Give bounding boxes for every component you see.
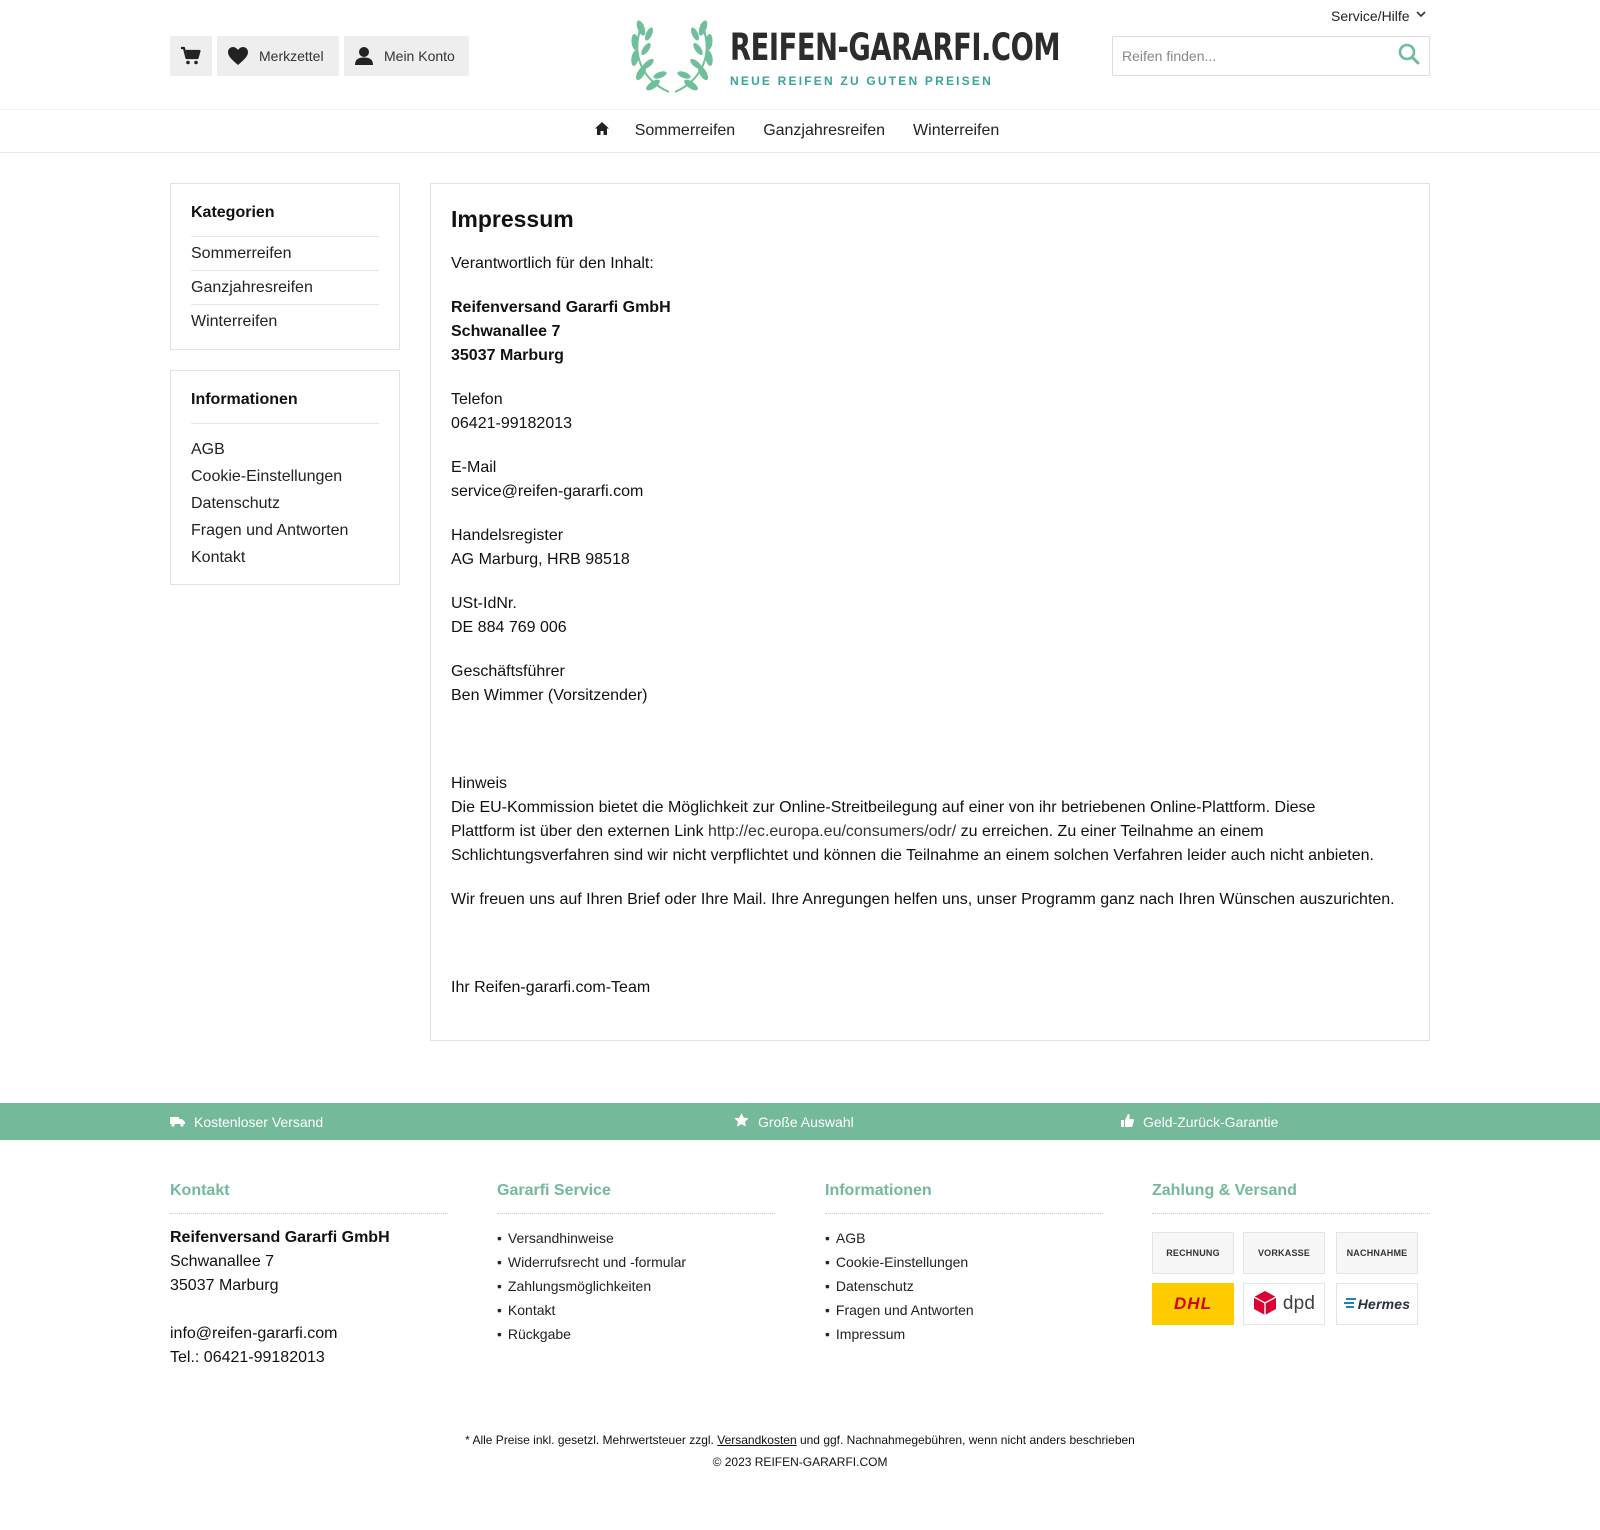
sidebar-item-cookies[interactable]: Cookie-Einstellungen: [191, 468, 343, 485]
sidebar-item-privacy[interactable]: Datenschutz: [191, 495, 280, 512]
cart-icon: [180, 46, 202, 66]
service-help-label: Service/Hilfe: [1331, 8, 1410, 24]
star-icon: [734, 1113, 749, 1130]
dpd-logo: [1243, 1283, 1325, 1325]
service-help-dropdown[interactable]: [1331, 8, 1426, 24]
main-navigation: [0, 109, 1600, 153]
vat-value: DE 884 769 006: [451, 619, 567, 636]
footer-service: [497, 1182, 775, 1346]
footer-service-title: Gararfi Service: [497, 1182, 775, 1214]
sidebar-categories-title: Kategorien: [191, 184, 379, 237]
sidebar-information: [170, 370, 400, 585]
laurel-wreath-icon: [627, 16, 717, 103]
hint-line-2: [451, 823, 1264, 841]
sidebar-item-allseason[interactable]: Ganzjahresreifen: [191, 271, 379, 305]
ceo-label: Geschäftsführer: [451, 663, 565, 680]
footer-link-agb[interactable]: • AGB: [825, 1226, 1103, 1250]
footer-street: Schwanallee 7: [170, 1253, 275, 1270]
register-label: Handelsregister: [451, 527, 564, 544]
hint-line-2-start: Plattform ist über den externen Link: [451, 823, 709, 840]
footer-information-title: Informationen: [825, 1182, 1103, 1214]
signature: Ihr Reifen-gararfi.com-Team: [451, 979, 651, 996]
company-city: 35037 Marburg: [451, 347, 564, 364]
search-icon: [1398, 43, 1420, 70]
dpd-cube-icon: [1253, 1290, 1277, 1318]
hint-line-3: Schlichtungsverfahren sind wir nicht verpflichtet und können die Teilnahme an einem solchen Verfahren leider auch nicht anbieten.: [451, 847, 1374, 864]
sidebar-item-summer[interactable]: Sommerreifen: [191, 237, 379, 271]
price-note-end: und ggf. Nachnahmegebühren, wenn nicht anders beschrieben: [796, 1433, 1135, 1447]
benefit-guarantee-label: Geld-Zurück-Garantie: [1143, 1113, 1279, 1130]
footer-link-payment-options[interactable]: • Zahlungsmöglichkeiten: [497, 1274, 775, 1298]
footer-information: [825, 1182, 1103, 1346]
ceo-value: Ben Wimmer (Vorsitzender): [451, 687, 648, 704]
vat-label: USt-IdNr.: [451, 595, 517, 612]
truck-icon: [170, 1114, 185, 1130]
site-logo[interactable]: [627, 16, 1061, 98]
footer-link-returns[interactable]: • Rückgabe: [497, 1322, 775, 1346]
company-street: Schwanallee 7: [451, 323, 561, 340]
nav-item-winter[interactable]: Winterreifen: [913, 122, 1000, 139]
footer-email[interactable]: info@reifen-gararfi.com: [170, 1325, 338, 1342]
price-note: [0, 1433, 1600, 1447]
page-title: Impressum: [451, 206, 574, 232]
chevron-down-icon: [1416, 10, 1426, 21]
phone-label: Telefon: [451, 391, 503, 408]
footer-link-privacy[interactable]: • Datenschutz: [825, 1274, 1103, 1298]
search-button[interactable]: [1389, 37, 1429, 75]
benefits-bar: [0, 1103, 1600, 1140]
footer-payment-shipping: [1152, 1182, 1430, 1322]
benefit-selection: [734, 1103, 854, 1140]
sidebar-item-contact[interactable]: Kontakt: [191, 549, 246, 566]
nav-item-allseason[interactable]: Ganzjahresreifen: [763, 122, 886, 139]
price-note-start: * Alle Preise inkl. gesetzl. Mehrwertsteuer zzgl.: [465, 1433, 718, 1447]
user-icon: [354, 46, 374, 66]
account-label: Mein Konto: [384, 48, 455, 64]
wishlist-label: Merkzettel: [259, 48, 324, 64]
hint-line-2-end: zu erreichen. Zu einer Teilnahme an einem: [956, 823, 1264, 840]
copyright: © 2023 REIFEN-GARARFI.COM: [712, 1455, 888, 1469]
footer-link-faq[interactable]: • Fragen und Antworten: [825, 1298, 1103, 1322]
email-value[interactable]: service@reifen-gararfi.com: [451, 483, 644, 500]
sidebar-item-agb[interactable]: AGB: [191, 441, 225, 458]
footer-link-contact[interactable]: • Kontakt: [497, 1298, 775, 1322]
heart-icon: [227, 46, 249, 66]
footer-phone: Tel.: 06421-99182013: [170, 1349, 325, 1366]
hint-label: Hinweis: [451, 775, 508, 792]
sidebar-information-title: Informationen: [191, 371, 379, 424]
hermes-logo: [1336, 1283, 1418, 1325]
nav-home[interactable]: [587, 121, 617, 141]
thumbs-up-icon: [1121, 1114, 1134, 1130]
account-button[interactable]: [344, 36, 469, 76]
wishlist-button[interactable]: [217, 36, 339, 76]
register-value: AG Marburg, HRB 98518: [451, 551, 630, 568]
footer-contact-title: Kontakt: [170, 1182, 448, 1214]
search-form: [1112, 36, 1430, 76]
footer-company: Reifenversand Gararfi GmbH: [170, 1229, 390, 1246]
cart-button[interactable]: [170, 36, 212, 76]
search-input[interactable]: [1113, 37, 1389, 75]
odr-link[interactable]: http://ec.europa.eu/consumers/odr/: [708, 823, 957, 840]
footer-link-shipping-info[interactable]: • Versandhinweise: [497, 1226, 775, 1250]
dhl-logo: DHL: [1152, 1283, 1234, 1325]
logo-title: REIFEN-GARARFI.COM: [730, 26, 1061, 69]
footer-link-withdrawal[interactable]: • Widerrufsrecht und -formular: [497, 1250, 775, 1274]
logo-subtitle: NEUE REIFEN ZU GUTEN PREISEN: [730, 74, 993, 88]
payment-cod-logo: NACHNAHME: [1336, 1232, 1418, 1274]
dpd-label: dpd: [1282, 1293, 1316, 1314]
footer-link-cookies[interactable]: • Cookie-Einstellungen: [825, 1250, 1103, 1274]
sidebar-item-faq[interactable]: Fragen und Antworten: [191, 522, 349, 539]
benefit-shipping: [170, 1103, 323, 1140]
closing-text: Wir freuen uns auf Ihren Brief oder Ihre Mail. Ihre Anregungen helfen uns, unser Programm ganz nach Ihren Wünschen auszurichten.: [451, 891, 1395, 908]
hermes-lines-icon: [1344, 1298, 1356, 1310]
sidebar-item-winter[interactable]: Winterreifen: [191, 313, 278, 330]
shipping-costs-link[interactable]: Versandkosten: [717, 1433, 797, 1447]
phone-value: 06421-99182013: [451, 415, 573, 432]
sidebar-categories: [170, 183, 400, 350]
payment-prepayment-logo: VORKASSE: [1243, 1232, 1325, 1274]
nav-item-summer[interactable]: Sommerreifen: [634, 122, 736, 139]
email-label: E-Mail: [451, 459, 497, 476]
footer-link-impressum[interactable]: • Impressum: [825, 1322, 1103, 1346]
benefit-shipping-label: Kostenloser Versand: [194, 1113, 324, 1130]
hermes-label: Hermes: [1357, 1296, 1411, 1312]
impressum-content: [430, 183, 1430, 1041]
footer-city: 35037 Marburg: [170, 1277, 279, 1294]
payment-invoice-logo: RECHNUNG: [1152, 1232, 1234, 1274]
company-name: Reifenversand Gararfi GmbH: [451, 299, 671, 316]
benefit-guarantee: [1121, 1103, 1278, 1140]
responsible-label: Verantwortlich für den Inhalt:: [451, 255, 654, 272]
footer-contact: [170, 1182, 448, 1370]
footer-payment-title: Zahlung & Versand: [1152, 1182, 1430, 1214]
hint-line-1: Die EU-Kommission bietet die Möglichkeit zur Online-Streitbeilegung auf einer von ihr betriebenen Online-Plattform. Diese: [451, 799, 1316, 816]
home-icon: [594, 121, 610, 141]
benefit-selection-label: Große Auswahl: [758, 1113, 854, 1130]
